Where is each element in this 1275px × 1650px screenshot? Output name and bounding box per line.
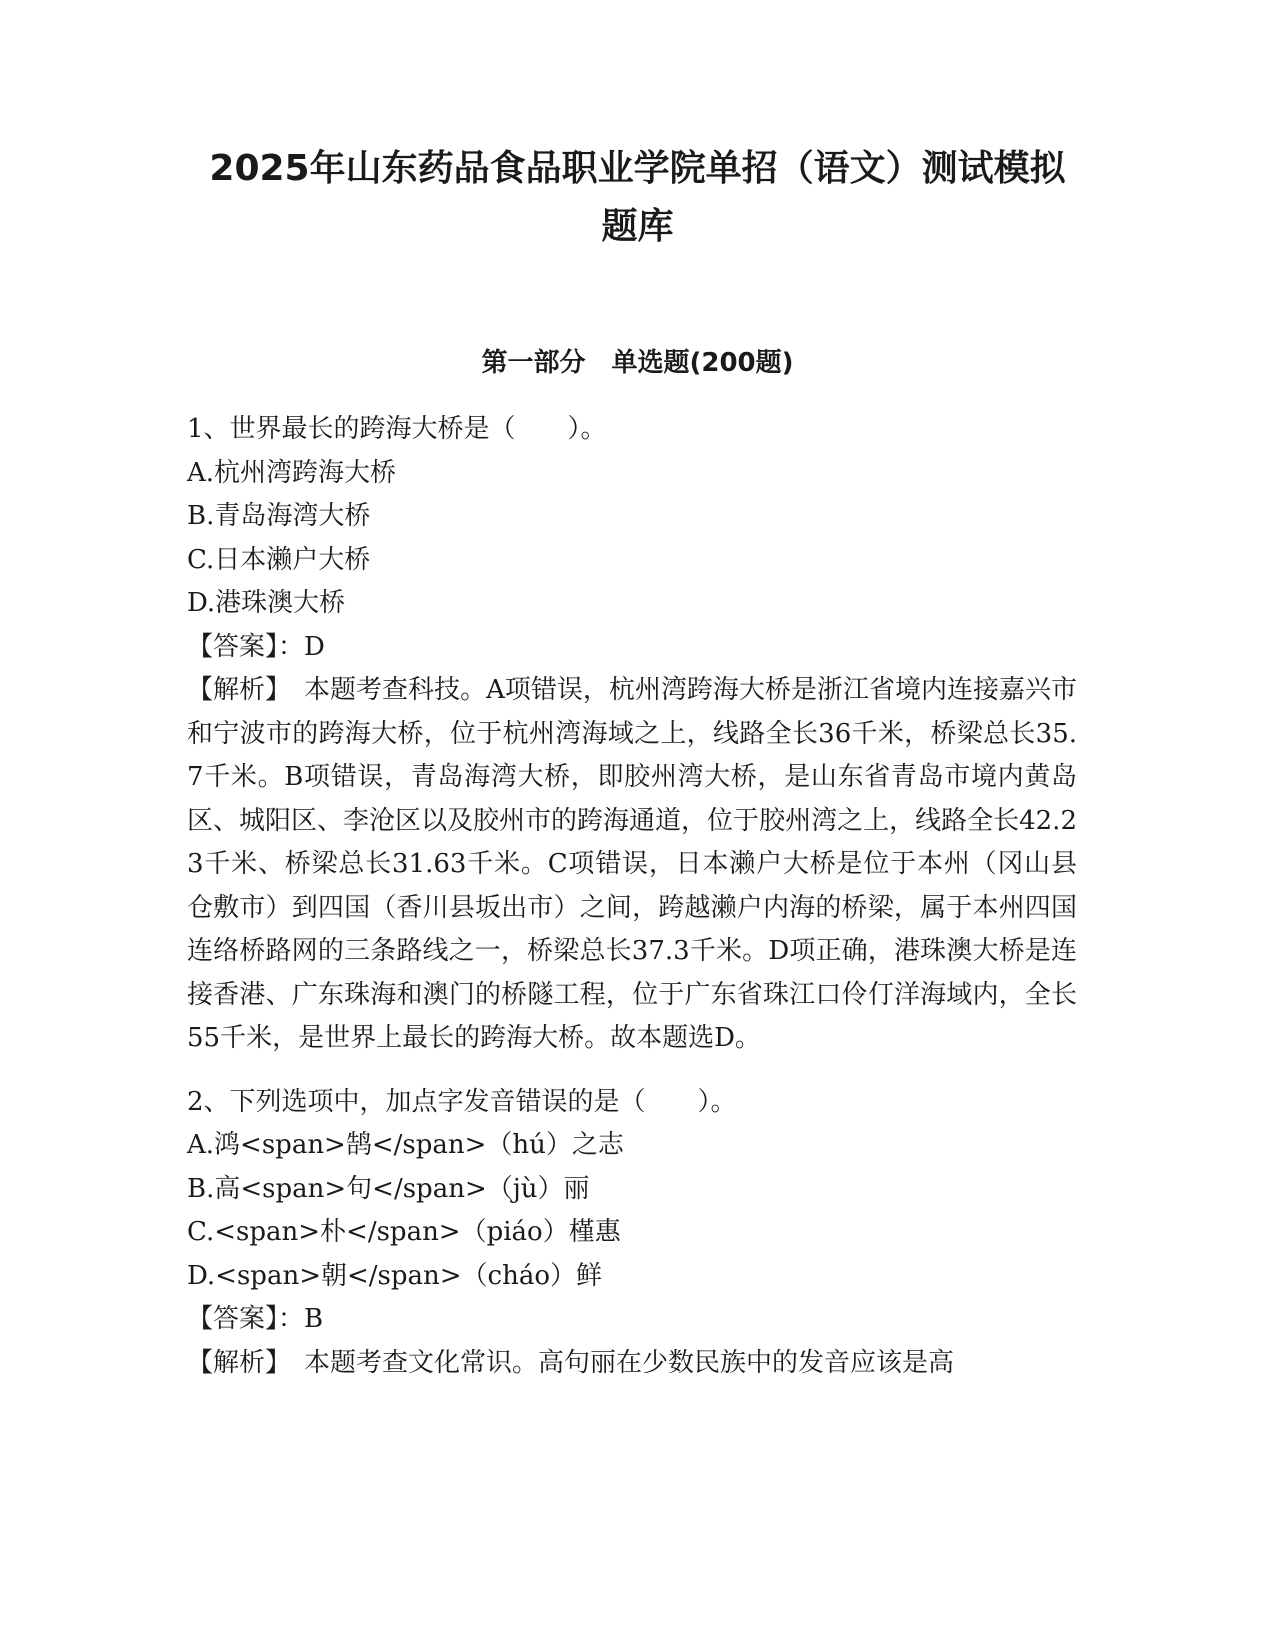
option-c: C.日本濑户大桥 bbox=[187, 544, 371, 575]
answer-value: D bbox=[304, 631, 325, 662]
question-stem: 2、下列选项中，加点字发音错误的是（ ）。 bbox=[187, 1086, 737, 1117]
section-title: 第一部分 单选题(200题) bbox=[481, 348, 794, 378]
question-1 bbox=[187, 408, 1077, 1061]
analysis-label: 【解析】 bbox=[187, 1347, 279, 1378]
analysis-label: 【解析】 bbox=[187, 675, 279, 705]
question-list bbox=[187, 408, 1077, 1385]
answer-value: B bbox=[304, 1304, 324, 1334]
option-b: B.青岛海湾大桥 bbox=[187, 501, 371, 531]
document-title-line-1: 2025年山东药品食品职业学院单招（语文）测试模拟 bbox=[209, 148, 1066, 189]
document-title-line-2: 题库 bbox=[601, 206, 674, 247]
analysis-paragraph bbox=[187, 1342, 1077, 1386]
option-b: B.高<span>句</span>（jù）丽 bbox=[187, 1173, 590, 1204]
answer-label: 【答案】： bbox=[187, 631, 305, 662]
answer-label: 【答案】： bbox=[187, 1304, 305, 1334]
analysis-text: 本题考查科技。A项错误，杭州湾跨海大桥是浙江省境内连接嘉兴市和宁波市的跨海大桥，位于杭州湾海域之上，线路全长36千米，桥梁总长35.7千米。B项错误，青岛海湾大桥，即胶州湾大桥，是山东省青岛市境内黄岛区、城阳区、李沧区以及胶州市的跨海通道，位于胶州湾之上，线路全长42.23千米、桥梁总长31.63千米。C项错误，日本濑户大桥是位于本州（冈山县仓敷市）到四国（香川县坂出市）之间，跨越濑户内海的桥梁，属于本州四国连络桥路网的三条路线之一，桥梁总长37.3千米。D项正确，港珠澳大桥是连接香港、广东珠海和澳门的桥隧工程，位于广东省珠江口伶仃洋海域内，全长55千米，是世界上最长的跨海大桥。故本题选D。 bbox=[187, 675, 1077, 1053]
analysis-text: 本题考查文化常识。高句丽在少数民族中的发音应该是高 bbox=[278, 1347, 955, 1378]
question-spacer bbox=[187, 1061, 1077, 1081]
analysis-paragraph bbox=[187, 669, 1077, 1061]
option-c: C.<span>朴</span>（piáo）槿惠 bbox=[187, 1217, 621, 1247]
question-stem: 1、世界最长的跨海大桥是（ ）。 bbox=[187, 414, 607, 444]
answer-line bbox=[187, 626, 1077, 670]
option-d: D.<span>朝</span>（cháo）鲜 bbox=[187, 1260, 603, 1291]
option-d: D.港珠澳大桥 bbox=[187, 588, 346, 618]
document-title bbox=[180, 140, 1095, 256]
option-a: A.杭州湾跨海大桥 bbox=[187, 457, 397, 488]
answer-line bbox=[187, 1298, 1077, 1342]
question-2 bbox=[187, 1081, 1077, 1386]
option-a: A.鸿<span>鹄</span>（hú）之志 bbox=[187, 1130, 624, 1160]
